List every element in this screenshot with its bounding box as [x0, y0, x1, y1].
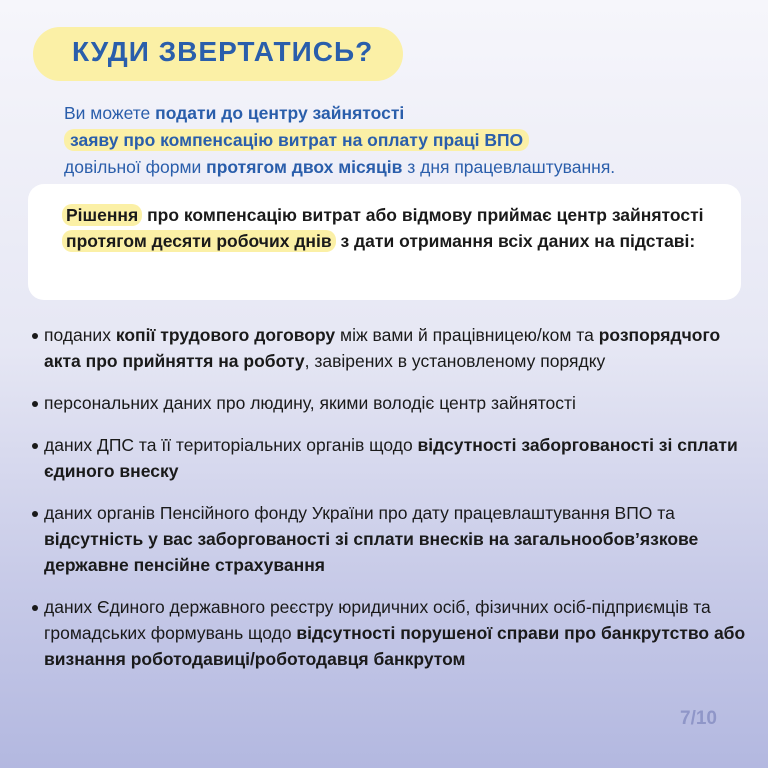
- list-item: [32, 322, 752, 374]
- decision-text-2: з дати отримання всіх даних на підставі:: [335, 231, 696, 251]
- decision-text-1: про компенсацію витрат або відмову приймає центр зайнятості: [142, 205, 704, 225]
- intro-text-3: з дня працевлаштування.: [402, 157, 616, 177]
- list-item-bold: відсутності порушеної справи про банкрутство або визнання роботодавиці/роботодавця банкрутом: [44, 623, 746, 669]
- decision-text: [62, 202, 722, 254]
- list-item-bold: відсутність у вас заборгованості зі сплати внесків на загальнообов’язкове державне пенсійне страхування: [44, 529, 699, 575]
- list-item-bold: розпорядчого акта про прийняття на роботу: [44, 325, 721, 371]
- list-item: [32, 390, 752, 416]
- intro-bold-1: подати до центру зайнятості: [155, 103, 405, 123]
- list-item: [32, 594, 752, 672]
- page-number: 7/10: [680, 708, 717, 729]
- list-item-text: даних Єдиного державного реєстру юридичних осіб, фізичних осіб-підприємців та громадських формувань щодо: [44, 597, 711, 643]
- list-item: [32, 500, 752, 578]
- decision-deadline-highlight: протягом десяти робочих днів: [62, 230, 336, 252]
- list-item-text: даних ДПС та її територіальних органів щодо: [44, 435, 418, 455]
- page-title: КУДИ ЗВЕРТАТИСЬ?: [72, 36, 374, 67]
- list-item-text: даних органів Пенсійного фонду України про дату працевлаштування ВПО та: [44, 503, 675, 523]
- list-item-text: , завірених в установленому порядку: [304, 351, 606, 371]
- intro-text-2: довільної форми: [64, 157, 207, 177]
- intro-text-1: Ви можете: [64, 103, 156, 123]
- grounds-list: [32, 322, 752, 688]
- list-item-text: поданих: [44, 325, 116, 345]
- intro-paragraph: [64, 100, 744, 181]
- list-item: [32, 432, 752, 484]
- list-item-text: між вами й працівницею/ком та: [335, 325, 599, 345]
- list-item-text: персональних даних про людину, якими володіє центр зайнятості: [44, 393, 576, 413]
- intro-bold-deadline: протягом двох місяців: [206, 157, 403, 177]
- decision-highlight: Рішення: [62, 204, 142, 226]
- list-item-bold: копії трудового договору: [115, 325, 336, 345]
- list-item-bold: відсутності заборгованості зі сплати єдиного внеску: [44, 435, 738, 481]
- intro-highlight-application: заяву про компенсацію витрат на оплату праці ВПО: [64, 129, 529, 151]
